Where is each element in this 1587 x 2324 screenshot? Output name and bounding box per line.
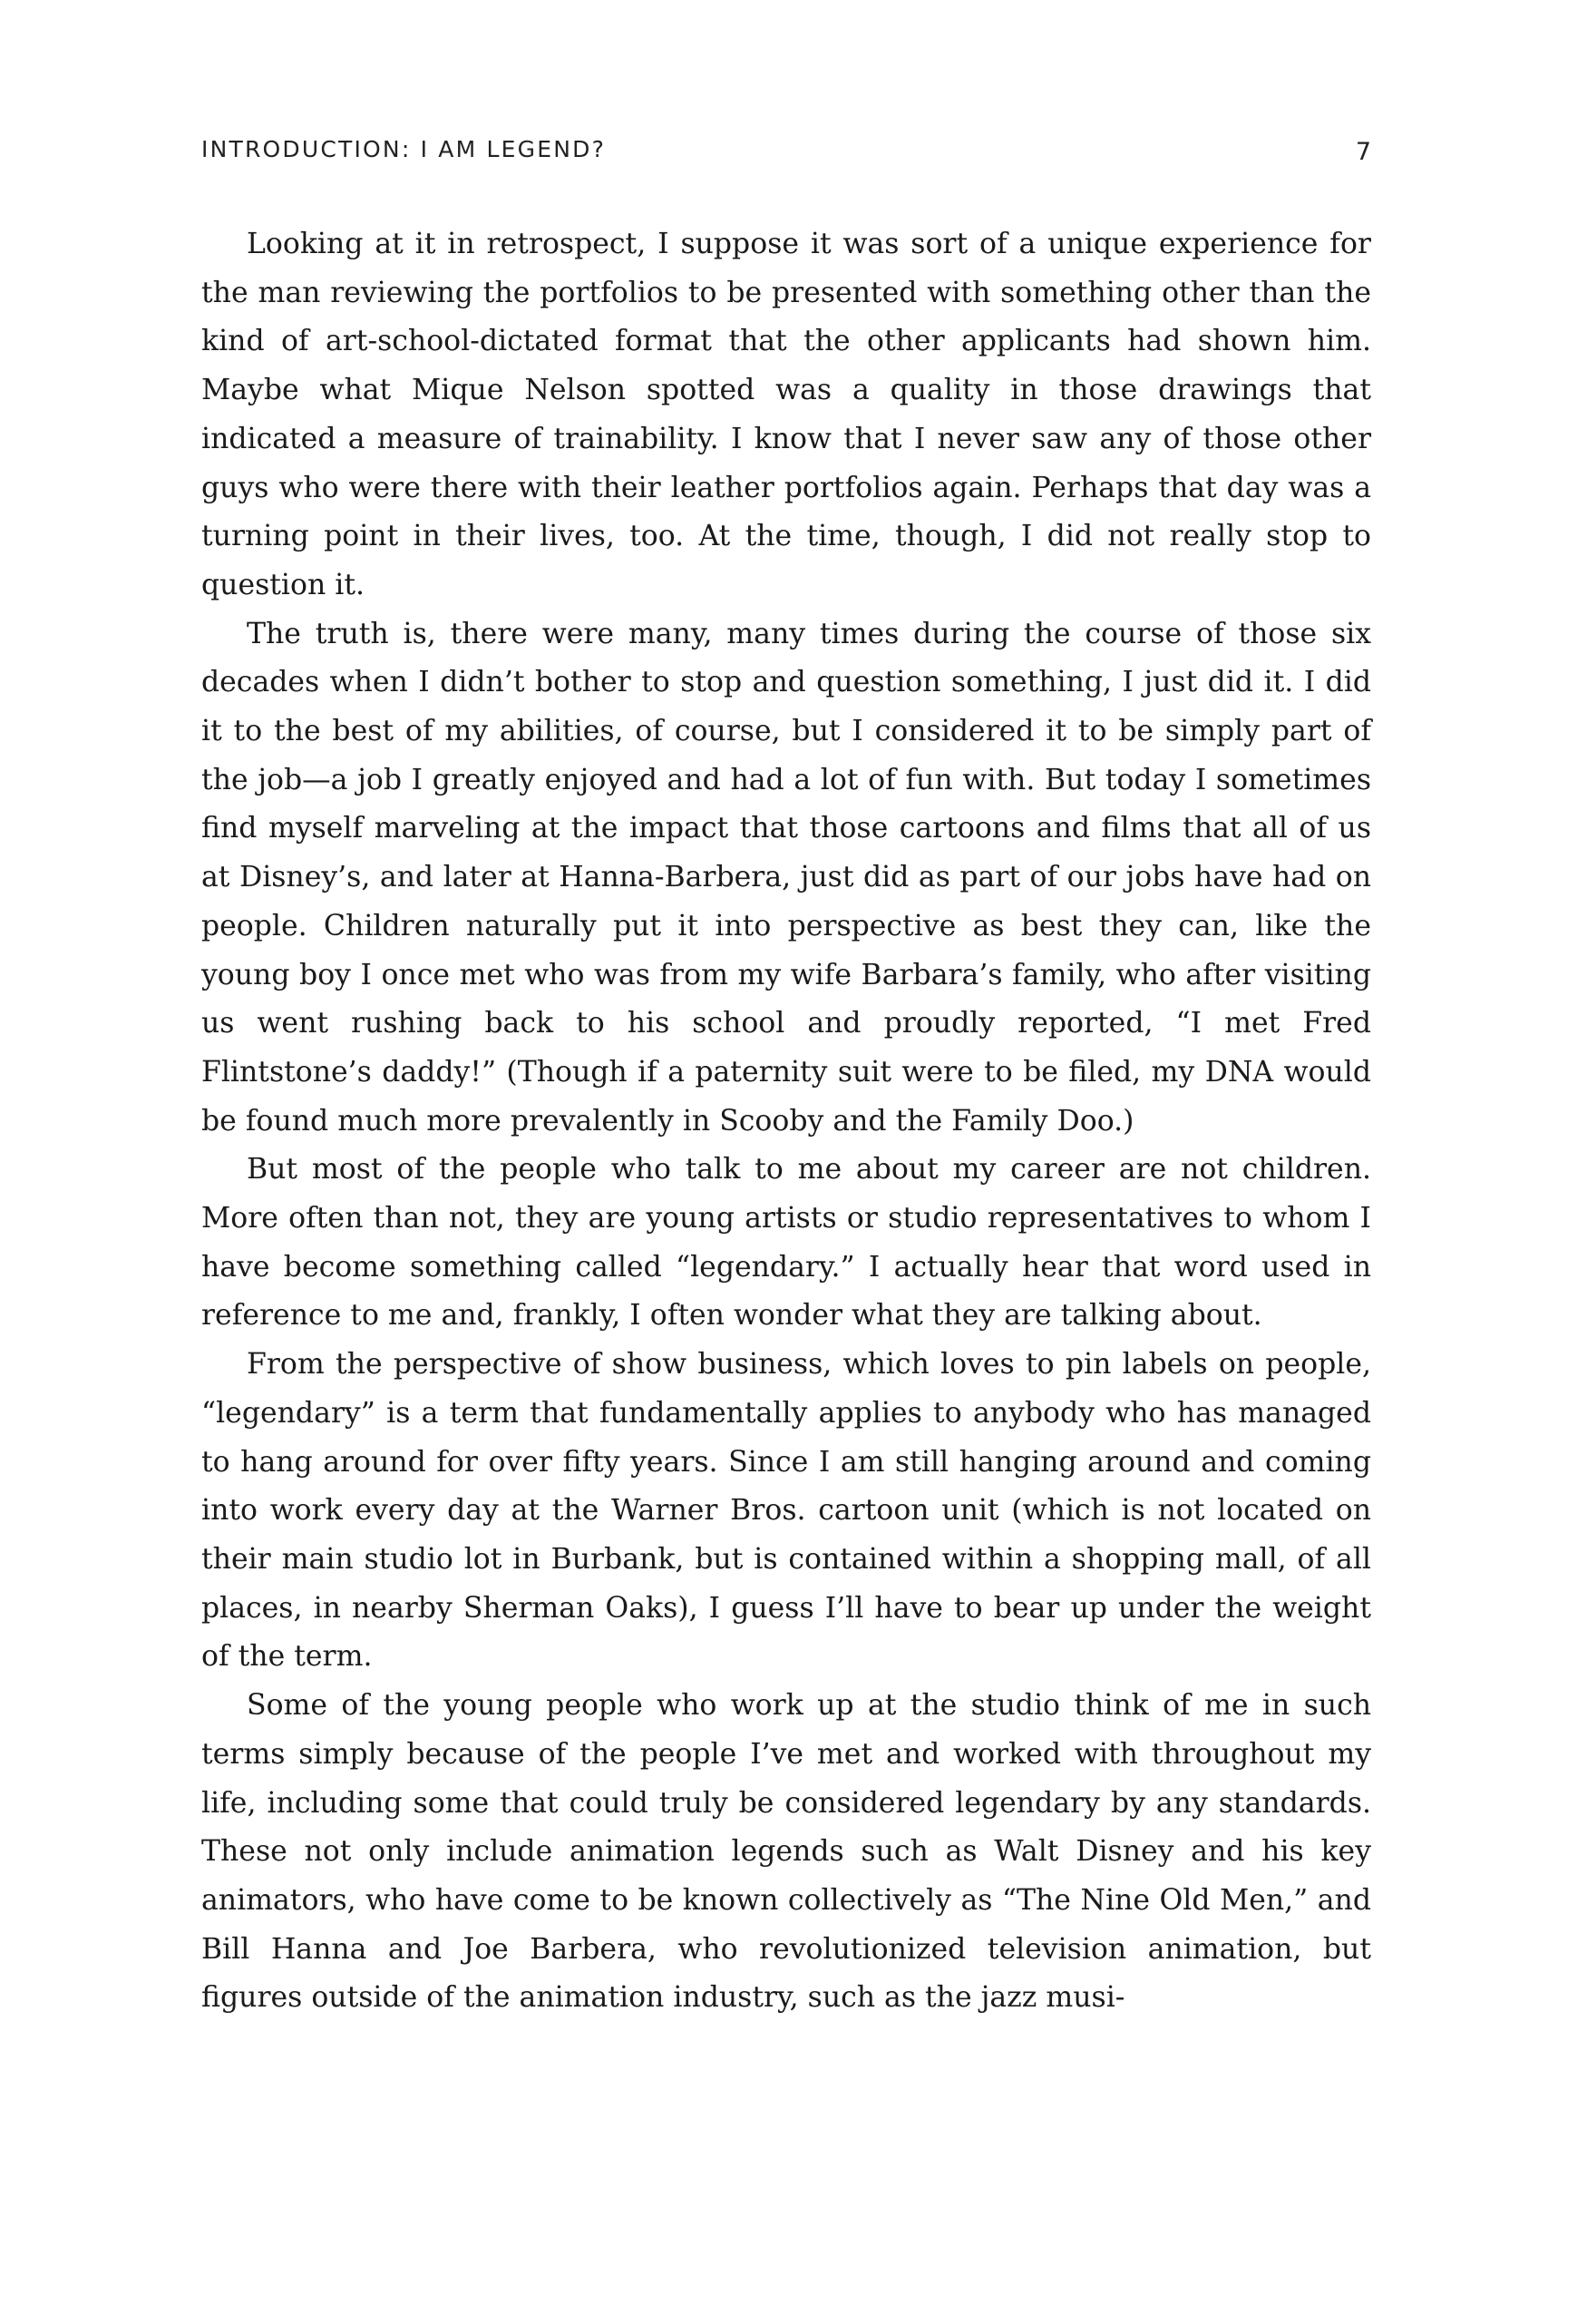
paragraph: Some of the young people who work up at the studio think of me in such terms simply because of the people I’ve met and worked with throughout my life, including some that could truly be considered legendary by any standards. These not only include animation legends such as Walt Disney and his key animators, who have come to be known collectively as “The Nine Old Men,” and Bill Hanna and Joe Barbera, who revolutionized television animation, but figures outside of the animation industry, such as the jazz musi- <box>201 1689 1371 2015</box>
paragraph: But most of the people who talk to me about my career are not children. More often than not, they are young artists or studio representatives to whom I have become something called “legendary.” I actually hear that word used in reference to me and, frankly, I often wonder what they are talking about. <box>201 1153 1371 1333</box>
paragraph: From the perspective of show business, which loves to pin labels on people, “legendary” is a term that fundamentally applies to anybody who has managed to hang around for over fifty years. Since I am still hanging around and coming into work every day at the Warner Bros. cartoon unit (which is not located on their main studio lot in Burbank, but is contained within a shopping mall, of all places, in nearby Sherman Oaks), I guess I’ll have to bear up under the weight of the term. <box>201 1348 1371 1674</box>
body-text <box>201 220 1371 2023</box>
running-title: INTRODUCTION: I AM LEGEND? <box>201 136 607 162</box>
paragraph: Looking at it in retrospect, I suppose it was sort of a unique experience for the man reviewing the portfolios to be presented with something other than the kind of art-school-dictated format that the other applicants had shown him. Maybe what Mique Nelson spotted was a quality in those drawings that indicated a measure of trainability. I know that I never saw any of those other guys who were there with their leather portfolios again. Perhaps that day was a turning point in their lives, too. At the time, though, I did not really stop to question it. <box>201 228 1371 601</box>
running-head <box>201 136 1371 172</box>
paragraph: The truth is, there were many, many times during the course of those six decades when I didn’t bother to stop and question something, I just did it. I did it to the best of my abilities, of course, but I considered it to be simply part of the job—a job I greatly enjoyed and had a lot of fun with. But today I sometimes find myself marveling at the impact that those cartoons and films that all of us at Disney’s, and later at Hanna-Barbera, just did as part of our jobs have had on people. Children naturally put it into perspective as best they can, like the young boy I once met who was from my wife Barbara’s family, who after visiting us went rushing back to his school and proudly reported, “I met Fred Flintstone’s daddy!” (Though if a paternity suit were to be filed, my DNA would be found much more prevalently in Scooby and the Family Doo.) <box>201 617 1371 1138</box>
page-number: 7 <box>1355 138 1371 166</box>
